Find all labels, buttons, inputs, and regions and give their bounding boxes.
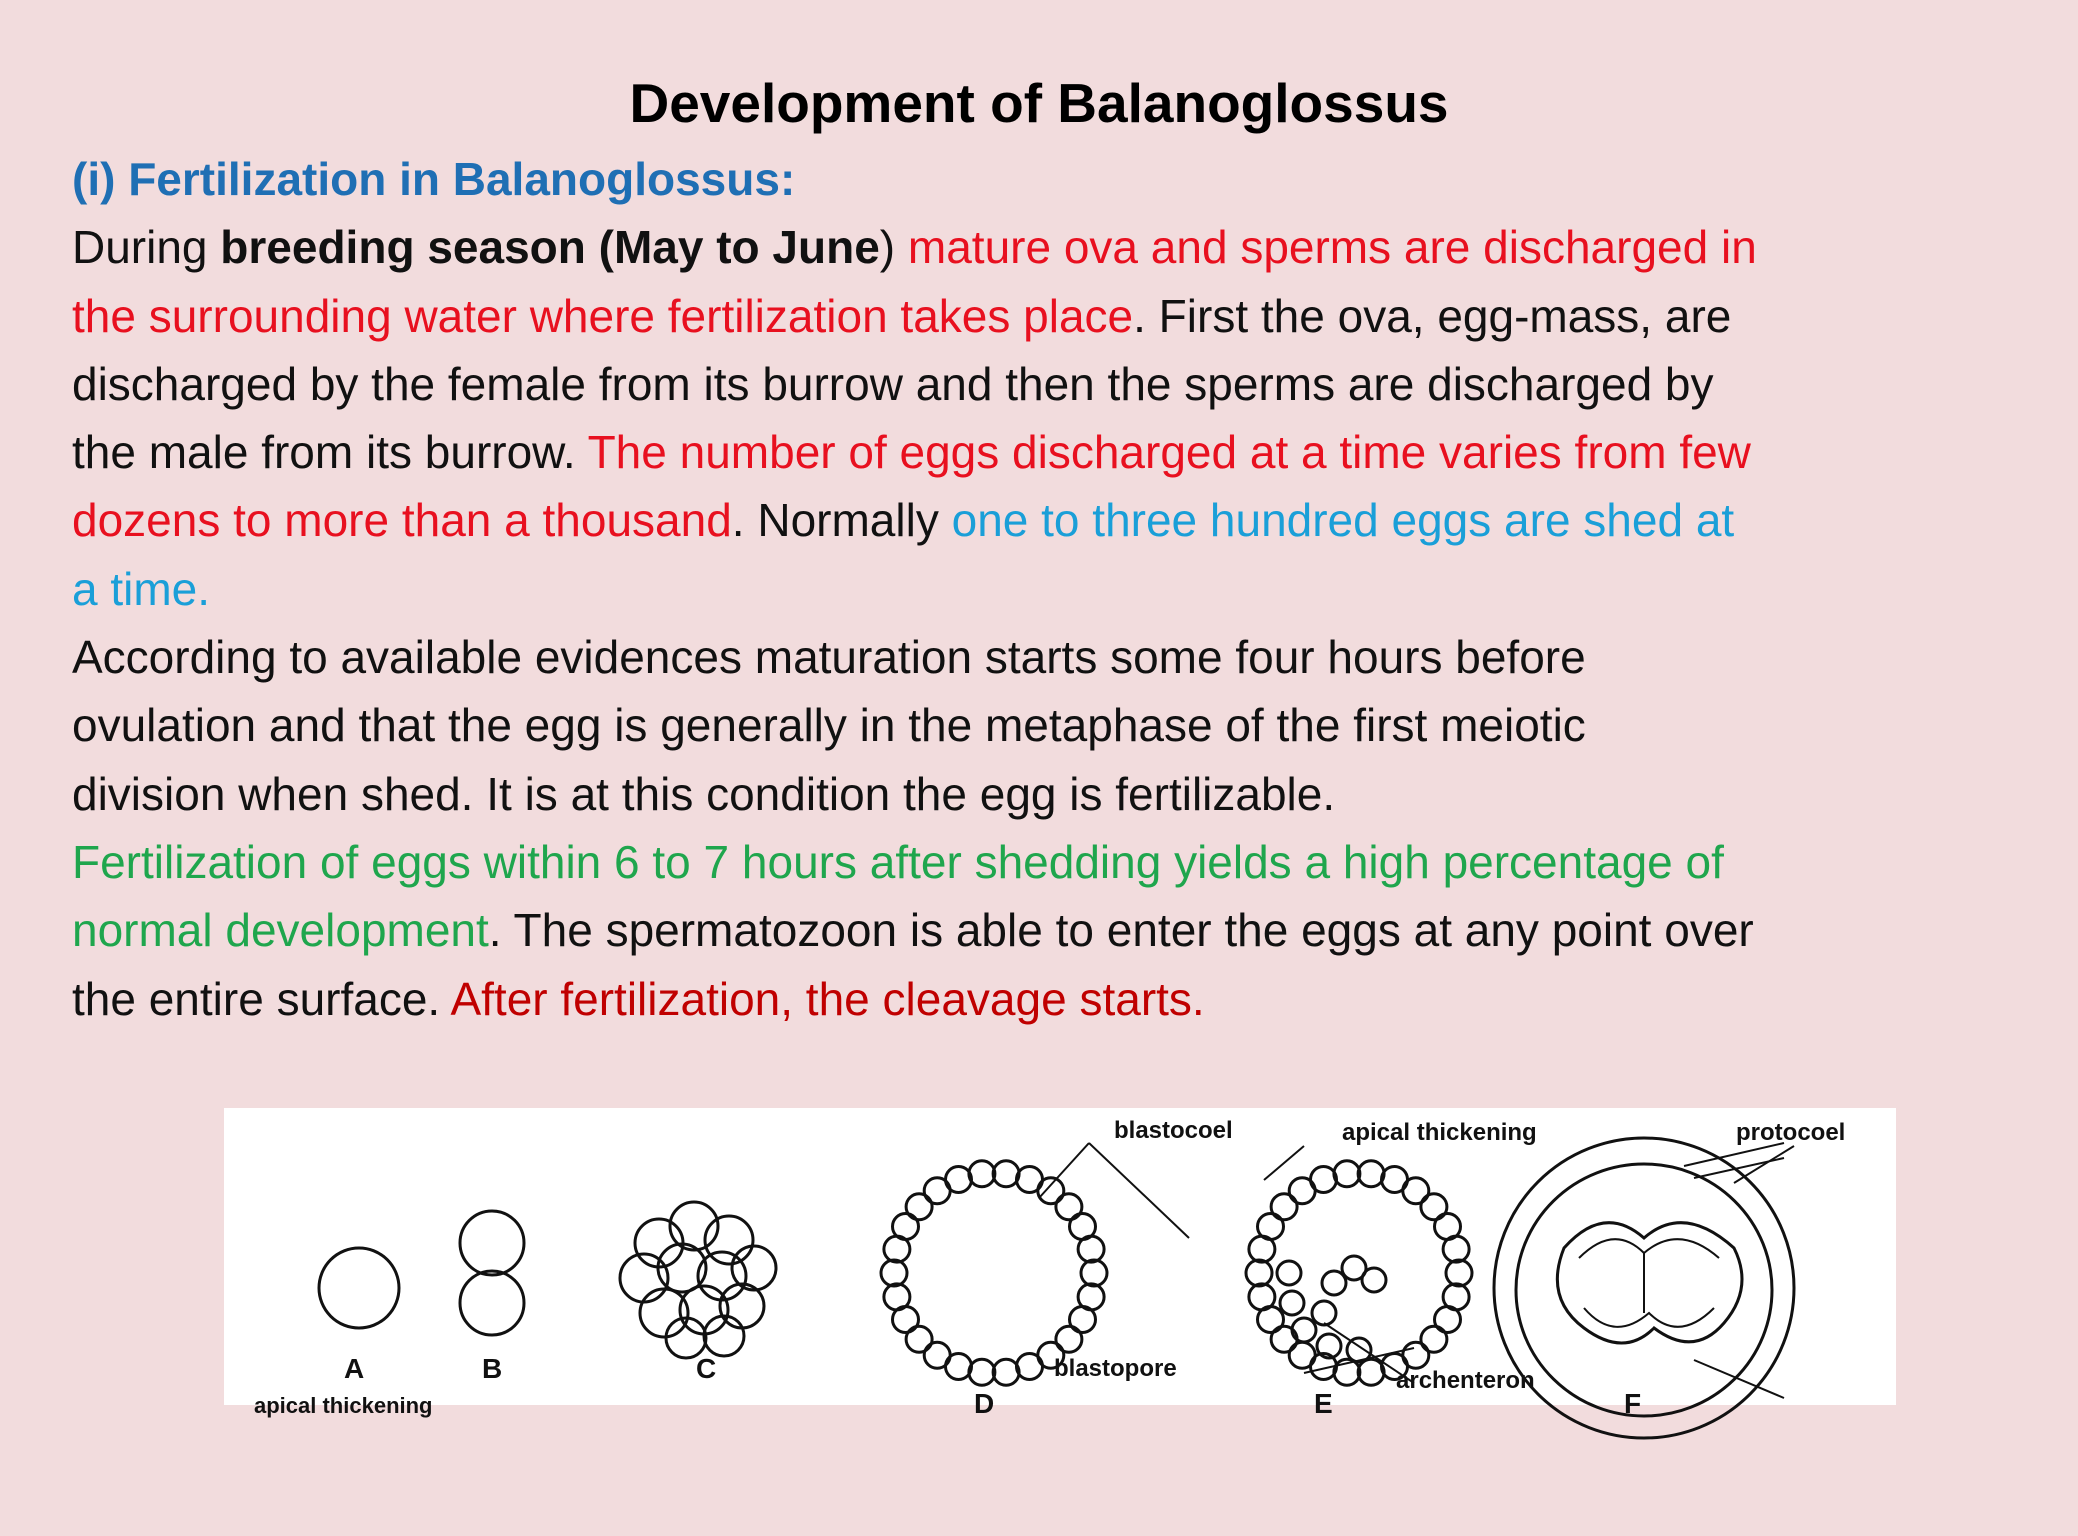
cell — [1271, 1194, 1297, 1220]
paragraph-line — [72, 486, 2012, 554]
stage-a-cell — [319, 1248, 399, 1328]
cell — [1078, 1236, 1104, 1262]
paragraph-line — [72, 418, 2012, 486]
cell — [1421, 1326, 1447, 1352]
text-segment: division when shed. It is at this condition the egg is fertilizable. — [72, 767, 1336, 820]
cell — [1292, 1318, 1316, 1342]
paragraph-line — [72, 213, 2012, 281]
stage-e-gastrula — [1246, 1161, 1472, 1386]
paragraph-line — [72, 691, 2012, 759]
cell — [969, 1161, 995, 1187]
text-segment: Fertilization of eggs within 6 to 7 hours after shedding yields a high percentage of — [72, 835, 1724, 888]
cell — [881, 1260, 907, 1286]
text-segment: mature ova and sperms are discharged in — [907, 221, 1757, 274]
text-segment: ) — [879, 221, 908, 274]
cell — [1289, 1342, 1315, 1368]
paragraph-line — [72, 896, 2012, 964]
cell — [884, 1284, 910, 1310]
paragraph-line — [72, 760, 2012, 828]
label-stage-d: D — [974, 1388, 995, 1419]
cell — [1443, 1236, 1469, 1262]
cell — [946, 1167, 972, 1193]
text-segment: the surrounding water where fertilization takes place — [72, 289, 1134, 342]
paragraph-line — [72, 828, 2012, 896]
text-segment: the male from its burrow. — [72, 426, 588, 479]
cell — [1246, 1260, 1272, 1286]
embryo-stages-diagram — [224, 1108, 1896, 1419]
cell — [1334, 1161, 1360, 1187]
label-archenteron: archenteron — [1396, 1367, 1535, 1394]
text-segment: According to available evidences maturation starts some four hours before — [72, 631, 1586, 684]
label-apical-thickening: apical thickening — [1342, 1119, 1537, 1146]
label-protocoel: protocoel — [1736, 1119, 1846, 1146]
cell — [1277, 1261, 1301, 1285]
slide-title: Development of Balanoglossus — [629, 72, 1449, 134]
text-segment: During — [72, 221, 221, 274]
cell — [969, 1359, 995, 1385]
text-segment: ovulation and that the egg is generally in the metaphase of the first meiotic — [72, 699, 1586, 752]
paragraph-line — [72, 350, 2012, 418]
cell — [906, 1194, 932, 1220]
text-segment: discharged by the female from its burrow and then the sperms are discharged by — [72, 357, 1714, 410]
cell — [1311, 1167, 1337, 1193]
paragraph-line — [72, 965, 2012, 1033]
text-segment: normal development — [72, 904, 489, 957]
cell — [1312, 1301, 1336, 1325]
paragraph-line — [72, 282, 2012, 350]
label-blastopore: blastopore — [1054, 1355, 1177, 1382]
text-segment: . Normally — [731, 494, 952, 547]
cell — [1403, 1178, 1429, 1204]
label-blastocoel: blastocoel — [1114, 1117, 1233, 1144]
section-heading: (i) Fertilization in Balanoglossus: — [72, 153, 796, 205]
label-stage-c: C — [696, 1353, 717, 1384]
paragraph-line — [72, 555, 2012, 623]
text-segment: After fertilization, the cleavage starts. — [450, 972, 1205, 1025]
cell — [1056, 1326, 1082, 1352]
cell — [1358, 1161, 1384, 1187]
stage-f-larva — [1494, 1138, 1794, 1438]
cell — [1358, 1359, 1384, 1385]
label-stage-e: E — [1314, 1388, 1333, 1419]
embryo-development-figure — [224, 1108, 1896, 1419]
label-stage-f: F — [1624, 1388, 1642, 1419]
text-segment: dozens to more than a thousand — [72, 494, 732, 547]
stage-b-cell-top — [460, 1211, 524, 1275]
cell — [1038, 1178, 1064, 1204]
label-stage-a: A — [344, 1353, 365, 1384]
cell — [993, 1359, 1019, 1385]
text-segment: breeding season (May to June — [220, 221, 880, 274]
paragraph-line — [72, 623, 2012, 691]
stage-d-blastula — [881, 1161, 1107, 1386]
text-segment: a time. — [72, 562, 211, 615]
cell — [1081, 1260, 1107, 1286]
paragraph-lines — [72, 213, 2012, 1033]
text-segment: The number of eggs discharged at a time varies from few — [587, 426, 1751, 479]
cell — [1446, 1260, 1472, 1286]
label-cut-left: apical thickening — [254, 1393, 433, 1418]
text-segment: one to three hundred eggs are shed at — [951, 494, 1735, 547]
cell — [993, 1161, 1019, 1187]
cell — [924, 1342, 950, 1368]
cell — [1017, 1354, 1043, 1380]
cell — [1249, 1284, 1275, 1310]
cell — [1362, 1268, 1386, 1292]
cell — [1280, 1291, 1304, 1315]
text-segment: . The spermatozoon is able to enter the eggs at any point over — [488, 904, 1754, 957]
text-segment: . First the ova, egg-mass, are — [1133, 289, 1732, 342]
stage-b-cell-bottom — [460, 1271, 524, 1335]
text-segment: the entire surface. — [72, 972, 451, 1025]
label-stage-b: B — [482, 1353, 503, 1384]
slide-body — [72, 145, 2012, 1033]
stage-c-cluster — [620, 1202, 776, 1358]
